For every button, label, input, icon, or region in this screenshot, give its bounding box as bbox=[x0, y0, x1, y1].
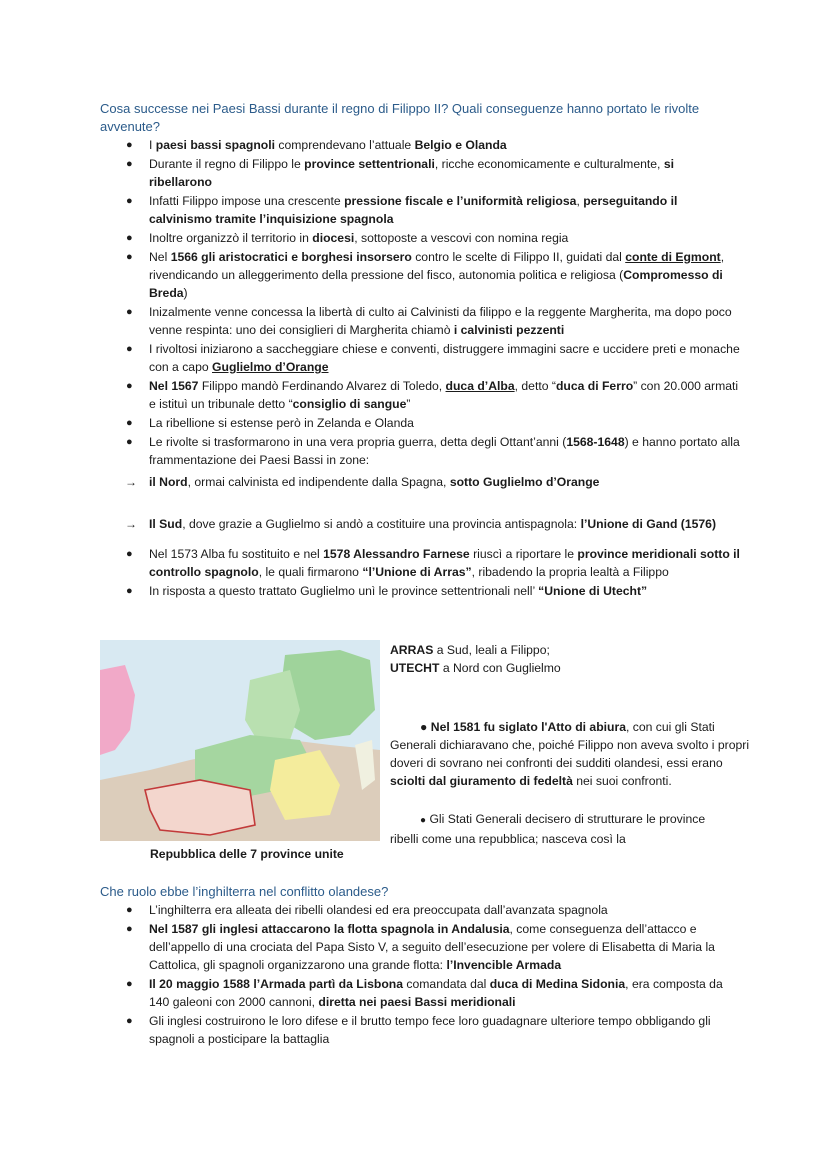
list-item: ● Nel 1573 Alba fu sostituito e nel 1578 Alessandro Farnese riuscì a riportare le province meridionali sotto il controllo spagnolo, le quali firmarono “l’Unione di Arras”, ribadendo la propria lealtà a Filippo bbox=[126, 547, 740, 579]
map-caption: Repubblica delle 7 province unite bbox=[150, 847, 344, 861]
question-heading-2: Che ruolo ebbe l’inghilterra nel conflitto olandese? bbox=[100, 884, 389, 899]
list-item: ● Nel 1587 gli inglesi attaccarono la flotta spagnola in Andalusia, come conseguenza dell’attacco e dell’appello di una crociata del Papa Sisto V, a seguito dell’esecuzione per volere di Elisabetta di Maria la Cattolica, gli spagnoli organizzarono una grande flotta: l’Invencible Armada bbox=[126, 922, 715, 972]
list-item: ● Inizalmente venne concessa la libertà di culto ai Calvinisti da filippo e la reggente Margherita, ma dopo poco venne respinta: uno dei consiglieri di Margherita chiamò i calvinisti pezzenti bbox=[126, 305, 732, 337]
legend-arras: ARRAS a Sud, leali a Filippo; bbox=[390, 643, 550, 657]
list-item: → Il Sud, dove grazie a Guglielmo si andò a costituire una provincia antispagnola: l’Unione di Gand (1576) bbox=[100, 512, 740, 536]
list-item: ● Nel 1567 Filippo mandò Ferdinando Alvarez di Toledo, duca d’Alba, detto “duca di Ferro” con 20.000 armati e istituì un tribunale detto “consiglio di sangue” bbox=[126, 379, 739, 411]
bullet-icon: ● bbox=[420, 815, 427, 826]
list-item: ● L’inghilterra era alleata dei ribelli olandesi ed era preoccupata dall’avanzata spagnola bbox=[126, 903, 608, 917]
bullet-icon: ● bbox=[126, 158, 133, 170]
bullet-icon: ● bbox=[126, 978, 133, 990]
map-legend-text bbox=[390, 641, 750, 677]
list-item: ● Le rivolte si trasformarono in una vera propria guerra, detta degli Ottant’anni (1568-1648) e hanno portato alla frammentazione dei Paesi Bassi in zone: bbox=[126, 435, 740, 467]
list-item: ● Nel 1566 gli aristocratici e borghesi insorsero contro le scelte di Filippo II, guidati dal conte di Egmont, rivendicando un alleggerimento della pressione del fisco, autonomia politica e religiosa (Compromesso di Breda) bbox=[126, 250, 725, 300]
bullet-icon: ● bbox=[420, 720, 428, 734]
bullet-icon: ● bbox=[126, 585, 133, 597]
list-item: ● La ribellione si estense però in Zelanda e Olanda bbox=[126, 416, 414, 430]
legend-utecht: UTECHT a Nord con Guglielmo bbox=[390, 661, 561, 675]
bullet-icon: ● bbox=[126, 232, 133, 244]
bullet-icon: ● bbox=[126, 548, 133, 560]
list-item: ● Il 20 maggio 1588 l’Armada partì da Lisbona comandata dal duca di Medina Sidonia, era composta da 140 galeoni con 2000 cannoni, diretta nei paesi Bassi meridionali bbox=[126, 977, 723, 1009]
list-item: ● I rivoltosi iniziarono a saccheggiare chiese e conventi, distruggere immagini sacre e uccidere preti e monache con a capo Guglielmo d’Orange bbox=[126, 342, 740, 374]
bullet-list-3 bbox=[100, 901, 740, 1049]
bullet-icon: ● bbox=[126, 436, 133, 448]
bullet-icon: ● bbox=[126, 904, 133, 916]
republic-paragraph: ● Gli Stati Generali decisero di strutturare le province ribelli come una repubblica; nasceva così la bbox=[390, 812, 706, 846]
arrow-list bbox=[100, 473, 740, 536]
bullet-icon: ● bbox=[126, 343, 133, 355]
list-item: ● In risposta a questo trattato Guglielmo unì le province settentrionali nell’ “Unione di Utecht” bbox=[126, 584, 648, 598]
netherlands-map-image bbox=[100, 640, 380, 841]
bullet-icon: ● bbox=[126, 1015, 133, 1027]
bullet-icon: ● bbox=[126, 306, 133, 318]
bullet-icon: ● bbox=[126, 251, 133, 263]
list-item: ● I paesi bassi spagnoli comprendevano l’attuale Belgio e Olanda bbox=[126, 138, 507, 152]
list-item: → il Nord, ormai calvinista ed indipendente dalla Spagna, sotto Guglielmo d’Orange bbox=[125, 475, 600, 489]
bullet-icon: ● bbox=[126, 139, 133, 151]
question-heading-1: Cosa successe nei Paesi Bassi durante il regno di Filippo II? Quali conseguenze hanno portato le rivolte avvenute? bbox=[100, 101, 700, 134]
arrow-right-icon: → bbox=[125, 475, 137, 489]
abjuration-paragraph: ● Nel 1581 fu siglato l'Atto di abiura, con cui gli Stati Generali dichiaravano che, poiché Filippo non aveva svolto i propri doveri di sovrano nei confronti dei sudditi olandesi, essi erano sciolti dal giuramento di fedeltà nei suoi confronti. bbox=[390, 720, 750, 788]
bullet-list-1 bbox=[100, 136, 740, 470]
list-item: ● Durante il regno di Filippo le province settentrionali, ricche economicamente e culturalmente, si ribellarono bbox=[126, 157, 674, 189]
bullet-icon: ● bbox=[126, 923, 133, 935]
bullet-icon: ● bbox=[126, 417, 133, 429]
list-item: ● Gli inglesi costruirono le loro difese e il brutto tempo fece loro guadagnare ulteriore tempo obbligando gli spagnoli a posticipare la battaglia bbox=[126, 1014, 711, 1046]
bullet-list-2 bbox=[100, 545, 740, 601]
bullet-icon: ● bbox=[126, 380, 133, 392]
bullet-icon: ● bbox=[126, 195, 133, 207]
list-item: ● Infatti Filippo impose una crescente pressione fiscale e l’uniformità religiosa, perseguitando il calvinismo tramite l’inquisizione spagnola bbox=[126, 194, 678, 226]
list-item: ● Inoltre organizzò il territorio in diocesi, sottoposte a vescovi con nomina regia bbox=[126, 231, 569, 245]
arrow-right-icon: → bbox=[125, 517, 137, 531]
